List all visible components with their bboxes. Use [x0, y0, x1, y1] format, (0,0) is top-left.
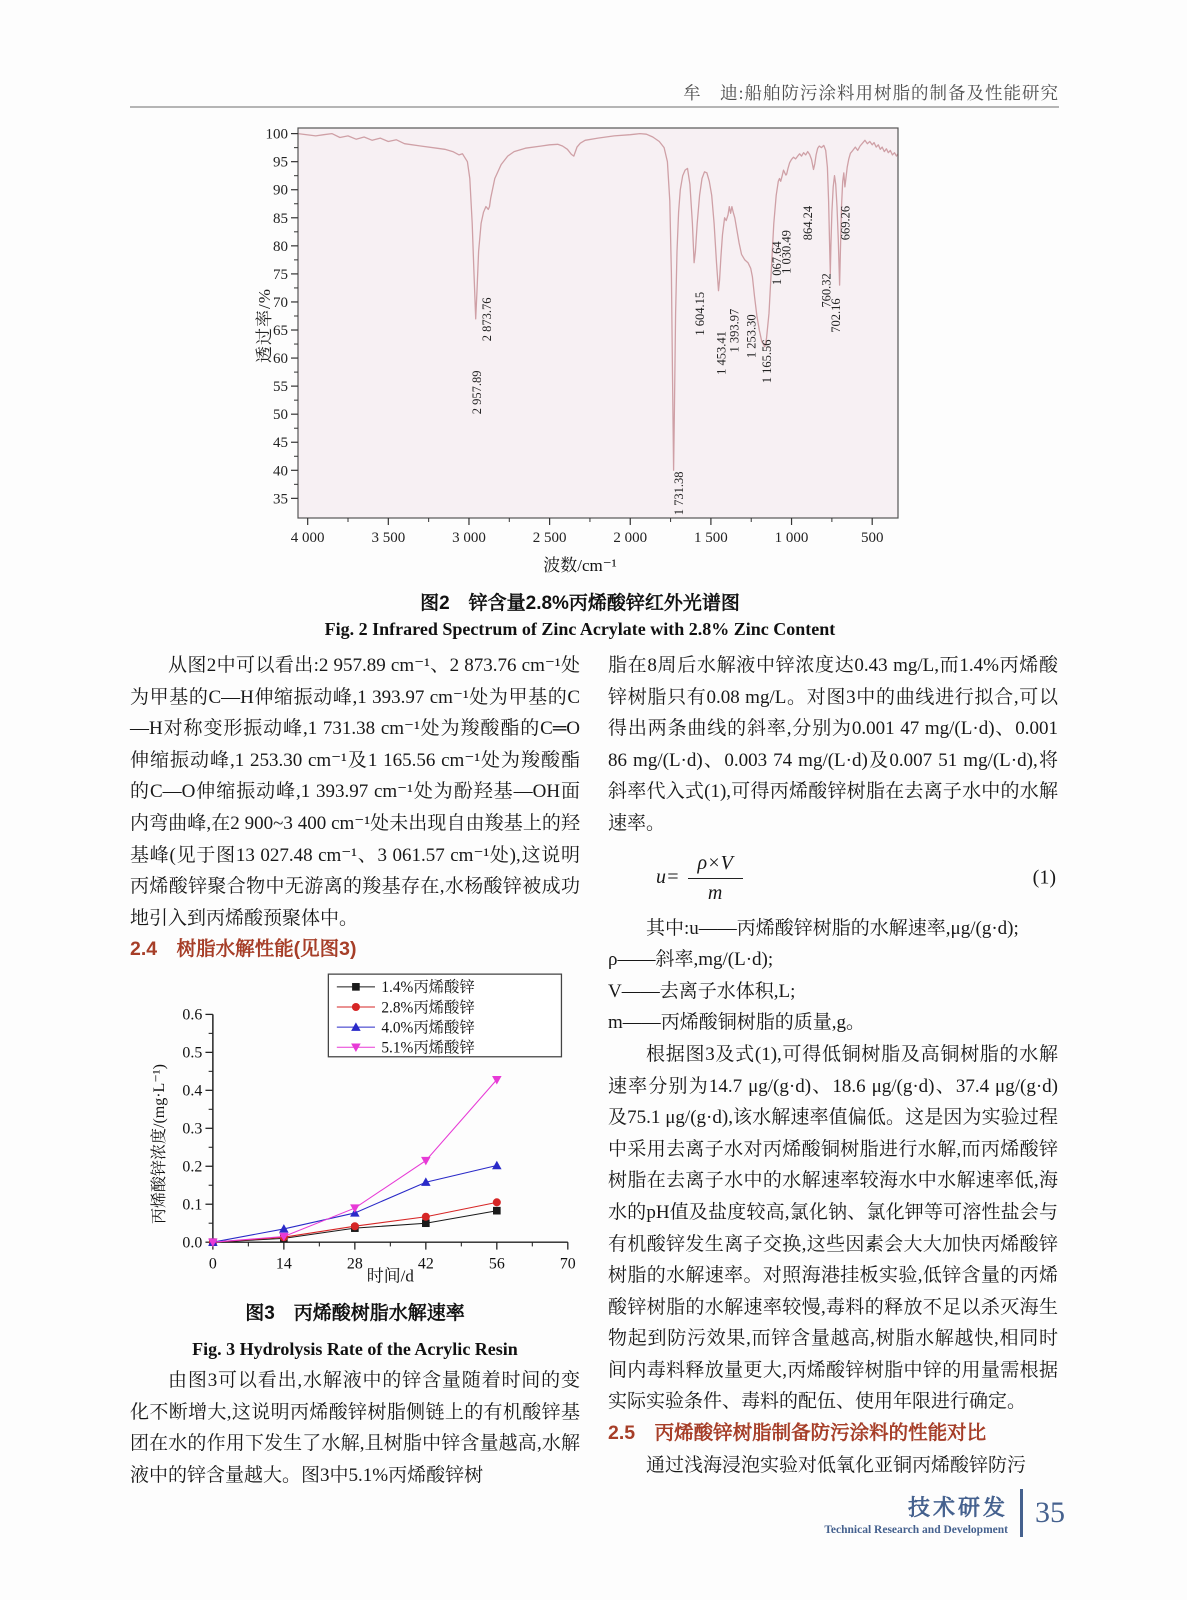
svg-text:760.32: 760.32: [819, 273, 834, 308]
paragraph-5: 通过浅海浸泡实验对低氧化亚铜丙烯酸锌防污: [646, 1454, 1027, 1476]
svg-text:3 000: 3 000: [452, 530, 486, 546]
footer-label-zh: 技术研发: [907, 1494, 1008, 1520]
svg-text:90: 90: [273, 182, 288, 199]
svg-text:2 873.76: 2 873.76: [480, 297, 495, 342]
svg-text:4.0%丙烯酸锌: 4.0%丙烯酸锌: [381, 1019, 475, 1037]
svg-text:3 500: 3 500: [371, 530, 406, 546]
svg-text:0.1: 0.1: [182, 1196, 203, 1214]
svg-text:2 957.89: 2 957.89: [469, 370, 484, 415]
ir-spectrum-chart: [250, 122, 910, 554]
symbol-definitions: [608, 913, 1058, 1039]
svg-text:80: 80: [273, 238, 288, 255]
svg-text:56: 56: [488, 1255, 505, 1273]
ir-x-axis-label: 波数/cm⁻¹: [543, 556, 617, 575]
definition-rho: ρ——斜率,mg/(L·d);: [608, 949, 774, 971]
svg-text:95: 95: [273, 154, 288, 171]
svg-text:0: 0: [208, 1255, 217, 1273]
page-number: 35: [1035, 1496, 1065, 1529]
svg-text:1 500: 1 500: [694, 530, 728, 546]
page-footer: [824, 1489, 1065, 1537]
svg-text:100: 100: [265, 126, 288, 143]
fig3-caption-zh: 图3 丙烯酸树脂水解速率: [245, 1302, 465, 1324]
equation-1: [608, 852, 1058, 905]
svg-text:75: 75: [273, 266, 288, 283]
definition-m: m——丙烯酸铜树脂的质量,g。: [608, 1012, 866, 1034]
svg-text:2 500: 2 500: [532, 530, 567, 546]
svg-text:85: 85: [273, 210, 288, 227]
svg-text:1 393.97: 1 393.97: [727, 308, 742, 353]
svg-text:4 000: 4 000: [290, 530, 325, 546]
footer-divider: [1020, 1489, 1023, 1537]
fig3-caption-en: Fig. 3 Hydrolysis Rate of the Acrylic Resin: [192, 1338, 518, 1359]
equation-number: (1): [1032, 866, 1056, 889]
svg-text:35: 35: [273, 491, 288, 508]
paragraph-1: 从图2中可以看出:2 957.89 cm⁻¹、2 873.76 cm⁻¹处为甲基的C—H伸缩振动峰,1 393.97 cm⁻¹处为甲基的C—H对称变形振动峰,1 731.38 cm⁻¹处为羧酸酯的C═O伸缩振动峰,1 253.30 cm⁻¹及1 165.56 cm⁻¹处为羧酸酯的C—O伸缩振动峰,1 393.97 cm⁻¹处为酚羟基—OH面内弯曲峰,在2 900~3 400 cm⁻¹处未出现自由羧基上的羟基峰(见于图13 027.48 cm⁻¹、3 061.57 cm⁻¹处),这说明丙烯酸锌聚合物中无游离的羧基存在,水杨酸锌被成功地引入到丙烯酸预聚体中。: [130, 655, 580, 929]
svg-text:0.3: 0.3: [182, 1120, 203, 1138]
svg-text:40: 40: [273, 463, 288, 480]
svg-text:1 453.41: 1 453.41: [714, 331, 729, 375]
svg-text:45: 45: [273, 435, 288, 452]
fig2-caption-en: Fig. 2 Infrared Spectrum of Zinc Acrylate with 2.8% Zinc Content: [324, 619, 836, 639]
svg-text:0.2: 0.2: [182, 1158, 203, 1176]
svg-text:1 165.56: 1 165.56: [759, 339, 774, 384]
paragraph-3: 脂在8周后水解液中锌浓度达0.43 mg/L,而1.4%丙烯酸锌树脂只有0.08 mg/L。对图3中的曲线进行拟合,可以得出两条曲线的斜率,分别为0.001 47 mg/(L·d)、0.001 86 mg/(L·d)、0.003 74 mg/(L·d)及0.007 51 mg/(L·d),将斜率代入式(1),可得丙烯酸锌树脂在去离子水中的水解速率。: [608, 655, 1058, 834]
svg-text:864.24: 864.24: [801, 205, 816, 241]
svg-text:55: 55: [273, 379, 288, 396]
left-column: [130, 650, 580, 1492]
svg-text:1 731.38: 1 731.38: [672, 471, 687, 516]
equation-fraction: [688, 852, 743, 905]
ir-chart-wrap: [250, 122, 930, 559]
svg-text:65: 65: [273, 323, 288, 340]
svg-text:1 067.64: 1 067.64: [770, 241, 785, 286]
ir-y-axis-label: 透过率/%: [255, 288, 274, 363]
paragraph-4: 根据图3及式(1),可得低铜树脂及高铜树脂的水解速率分别为14.7 μg/(g·d)、18.6 μg/(g·d)、37.4 μg/(g·d)及75.1 μg/(g·d),该水解速率值偏低。这是因为实验过程中采用去离子水对丙烯酸铜树脂进行水解,而丙烯酸锌树脂在去离子水中的水解速率较海水中水解速率低,海水的pH值及盐度较高,氯化钠、氯化钾等可溶性盐会与有机酸锌发生离子交换,这些因素会大大加快丙烯酸锌树脂的水解速率。对照海港挂板实验,低锌含量的丙烯酸锌树脂的水解速率较慢,毒料的释放不足以杀灭海生物起到防污效果,而锌含量越高,树脂水解越快,相同时间内毒料释放量更大,丙烯酸锌树脂中锌的用量需根据实际实验条件、毒料的配伍、使用年限进行确定。: [608, 1043, 1058, 1413]
svg-text:1 030.49: 1 030.49: [779, 230, 794, 274]
footer-label-en: Technical Research and Development: [824, 1523, 1008, 1536]
hydrolysis-chart: [144, 972, 589, 1292]
equation-denominator: m: [707, 881, 723, 904]
figure-2: [250, 122, 930, 640]
svg-text:5.1%丙烯酸锌: 5.1%丙烯酸锌: [381, 1039, 475, 1057]
svg-text:0.0: 0.0: [182, 1234, 203, 1252]
svg-text:2.8%丙烯酸锌: 2.8%丙烯酸锌: [381, 999, 475, 1017]
svg-text:1 253.30: 1 253.30: [744, 314, 759, 359]
equation-lhs: u=: [656, 865, 680, 888]
svg-text:28: 28: [346, 1255, 363, 1273]
footer-section-name: [824, 1491, 1008, 1536]
definition-u: 其中:u——丙烯酸锌树脂的水解速率,μg/(g·d);: [646, 917, 1019, 939]
svg-text:42: 42: [417, 1255, 434, 1273]
svg-text:0.6: 0.6: [182, 1006, 203, 1024]
svg-text:60: 60: [273, 351, 288, 368]
svg-text:0.5: 0.5: [182, 1044, 203, 1062]
svg-text:70: 70: [273, 294, 288, 311]
svg-text:2 000: 2 000: [613, 530, 648, 546]
svg-text:1.4%丙烯酸锌: 1.4%丙烯酸锌: [381, 979, 475, 997]
svg-text:70: 70: [559, 1255, 576, 1273]
section-heading-2-5: 2.5 丙烯酸锌树脂制备防污涂料的性能对比: [608, 1422, 987, 1445]
hydrolysis-y-axis-label: 丙烯酸锌浓度/(mg·L⁻¹): [151, 1064, 168, 1224]
svg-text:14: 14: [275, 1255, 292, 1273]
equation-numerator: ρ×V: [688, 852, 743, 879]
svg-text:50: 50: [273, 407, 288, 424]
svg-text:1 604.15: 1 604.15: [693, 291, 708, 336]
right-column: [608, 650, 1058, 1481]
svg-text:702.16: 702.16: [828, 298, 843, 333]
svg-text:669.26: 669.26: [838, 205, 853, 241]
svg-text:时间/d: 时间/d: [366, 1266, 414, 1286]
definition-V: V——去离子水体积,L;: [608, 980, 796, 1002]
svg-text:1 000: 1 000: [774, 530, 809, 546]
header-rule: [130, 106, 1059, 108]
figure-3: [130, 972, 580, 1365]
svg-text:500: 500: [860, 530, 884, 546]
running-title: 牟 迪:船舶防污涂料用树脂的制备及性能研究: [683, 83, 1059, 103]
svg-text:0.4: 0.4: [182, 1082, 203, 1100]
section-heading-2-4: 2.4 树脂水解性能(见图3): [130, 938, 357, 961]
paragraph-2: 由图3可以看出,水解液中的锌含量随着时间的变化不断增大,这说明丙烯酸锌树脂侧链上的有机酸锌基团在水的作用下发生了水解,且树脂中锌含量越高,水解液中的锌含量越大。图3中5.1%丙烯酸锌树: [130, 1370, 580, 1486]
fig2-caption-zh: 图2 锌含量2.8%丙烯酸锌红外光谱图: [420, 593, 740, 614]
